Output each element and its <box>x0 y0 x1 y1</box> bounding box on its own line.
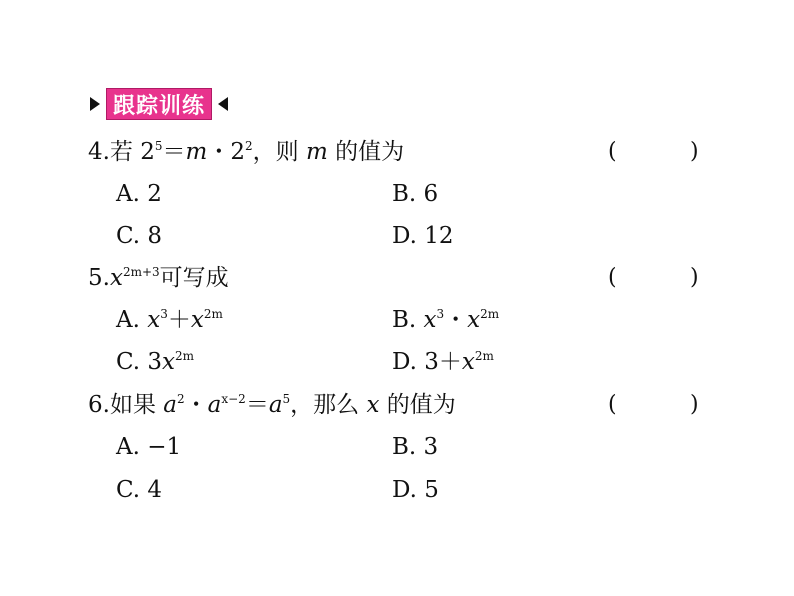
var-x: x <box>147 307 161 333</box>
question-4 <box>88 137 404 167</box>
option-b: B. 6 <box>392 181 439 207</box>
exponent: 2m <box>175 349 195 363</box>
exponent: x−2 <box>221 392 246 406</box>
dot: ・ <box>444 307 468 333</box>
q6-prefix: 如果 <box>109 392 156 418</box>
option-b <box>392 305 499 335</box>
option-c <box>116 347 194 377</box>
var-x: x <box>190 307 204 333</box>
option-d <box>392 347 494 377</box>
q5-exp: 2m+3 <box>122 265 160 279</box>
equals-sign: ＝ <box>245 392 269 418</box>
question-5 <box>88 263 229 293</box>
answer-blank-close: ) <box>690 392 699 417</box>
q4-prefix: 若 2 <box>109 139 155 165</box>
option-d: D. 12 <box>392 223 454 249</box>
option-c: C. 4 <box>116 477 163 503</box>
question-6 <box>88 390 456 420</box>
option-c: C. 8 <box>116 223 163 249</box>
exponent: 2m <box>474 349 494 363</box>
var-a: a <box>268 392 283 418</box>
question-number: 6. <box>88 392 110 418</box>
answer-blank-open: ( <box>608 392 617 417</box>
section-title: 跟踪训练 <box>106 88 212 120</box>
option-b: B. 3 <box>392 434 439 460</box>
option-a: A. 2 <box>116 181 162 207</box>
option-label: C. 3 <box>116 349 163 375</box>
dot: ・ <box>184 392 208 418</box>
question-number: 4. <box>88 139 110 165</box>
q5-x: x <box>109 265 123 291</box>
q4-after: ，则 <box>252 139 299 165</box>
q4-exp2: 2 <box>245 139 253 153</box>
option-a: A. −1 <box>116 434 182 460</box>
q4-var-m: m <box>185 139 208 165</box>
q5-suffix: 可写成 <box>159 265 229 291</box>
option-label: B. <box>392 307 417 333</box>
var-x: x <box>461 349 475 375</box>
q4-exp1: 5 <box>154 139 163 153</box>
answer-blank-open: ( <box>608 265 617 290</box>
exponent: 3 <box>160 307 168 321</box>
q4-dot: ・2 <box>207 139 245 165</box>
triangle-right-icon <box>90 97 100 111</box>
section-header <box>90 88 228 120</box>
q4-var-m2: m <box>305 139 328 165</box>
exponent: 2m <box>203 307 223 321</box>
option-label: A. <box>116 307 140 333</box>
answer-blank-close: ) <box>690 265 699 290</box>
answer-blank-open: ( <box>608 139 617 164</box>
exponent: 2m <box>480 307 500 321</box>
exponent: 5 <box>282 392 291 406</box>
var-a: a <box>207 392 222 418</box>
q4-equals: ＝ <box>162 139 186 165</box>
question-number: 5. <box>88 265 110 291</box>
var-a: a <box>163 392 177 418</box>
q4-suffix: 的值为 <box>335 139 405 165</box>
answer-blank-close: ) <box>690 139 699 164</box>
var-x: x <box>423 307 437 333</box>
var-x: x <box>366 392 380 418</box>
var-x: x <box>467 307 481 333</box>
option-d: D. 5 <box>392 477 439 503</box>
q6-suffix: 的值为 <box>386 392 456 418</box>
plus-sign: ＋ <box>167 307 191 333</box>
option-label: D. 3＋ <box>392 349 462 375</box>
exponent: 2 <box>176 392 185 406</box>
option-a <box>116 305 223 335</box>
var-x: x <box>162 349 176 375</box>
q6-after: ，那么 <box>290 392 360 418</box>
exponent: 3 <box>436 307 445 321</box>
triangle-left-icon <box>218 97 228 111</box>
